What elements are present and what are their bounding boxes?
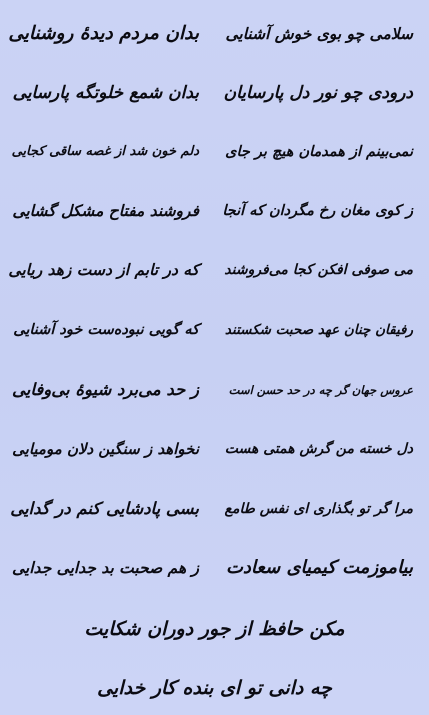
couplet-6-first-hemistich: رفیقان چنان عهد صحبت شکستند <box>224 322 413 338</box>
couplet-9-first-hemistich: مرا گر تو بگذاری ای نفس طامع <box>224 501 413 517</box>
couplet-4-first-hemistich: ز کوی مغان رخ مگردان که آنجا <box>222 202 413 219</box>
couplet-1-second-hemistich: بدان مردم دیدهٔ روشنایی <box>8 23 199 44</box>
couplet-2-first-hemistich: درودی چو نور دل پارسایان <box>223 83 413 103</box>
couplet-9-second-hemistich: بسی پادشایی کنم در گدایی <box>10 499 199 518</box>
couplet-8-first-hemistich: دل خسته من گرش همتی هست <box>224 441 413 457</box>
couplet-3-second-hemistich: دلم خون شد از غصه ساقی کجایی <box>11 144 199 159</box>
couplet-7-second-hemistich: ز حد می‌برد شیوهٔ بی‌وفایی <box>12 380 199 399</box>
final-couplet-first-hemistich: مکن حافظ از جور دوران شکایت <box>84 618 345 640</box>
couplet-8-second-hemistich: نخواهد ز سنگین دلان مومیایی <box>12 440 199 458</box>
couplet-4-second-hemistich: فروشند مفتاح مشکل گشایی <box>12 201 199 220</box>
couplet-5-first-hemistich: می صوفی افکن کجا می‌فروشند <box>224 262 413 278</box>
couplet-6-second-hemistich: که گویی نبوده‌ست خود آشنایی <box>13 321 199 338</box>
couplet-5-second-hemistich: که در تابم از دست زهد ریایی <box>8 260 199 279</box>
final-couplet-second-hemistich: چه دانی تو ای بنده کار خدایی <box>97 677 332 699</box>
couplet-10-second-hemistich: ز هم صحبت بد جدایی جدایی <box>12 558 199 577</box>
couplet-10-first-hemistich: بیاموزمت کیمیای سعادت <box>225 557 413 578</box>
couplet-7-first-hemistich: عروس جهان گر چه در حد حسن است <box>228 383 413 397</box>
couplet-3-first-hemistich: نمی‌بینم از همدمان هیچ بر جای <box>225 143 413 160</box>
couplet-1-first-hemistich: سلامی چو بوی خوش آشنایی <box>225 24 413 43</box>
couplet-2-second-hemistich: بدان شمع خلوتگه پارسایی <box>12 83 199 103</box>
